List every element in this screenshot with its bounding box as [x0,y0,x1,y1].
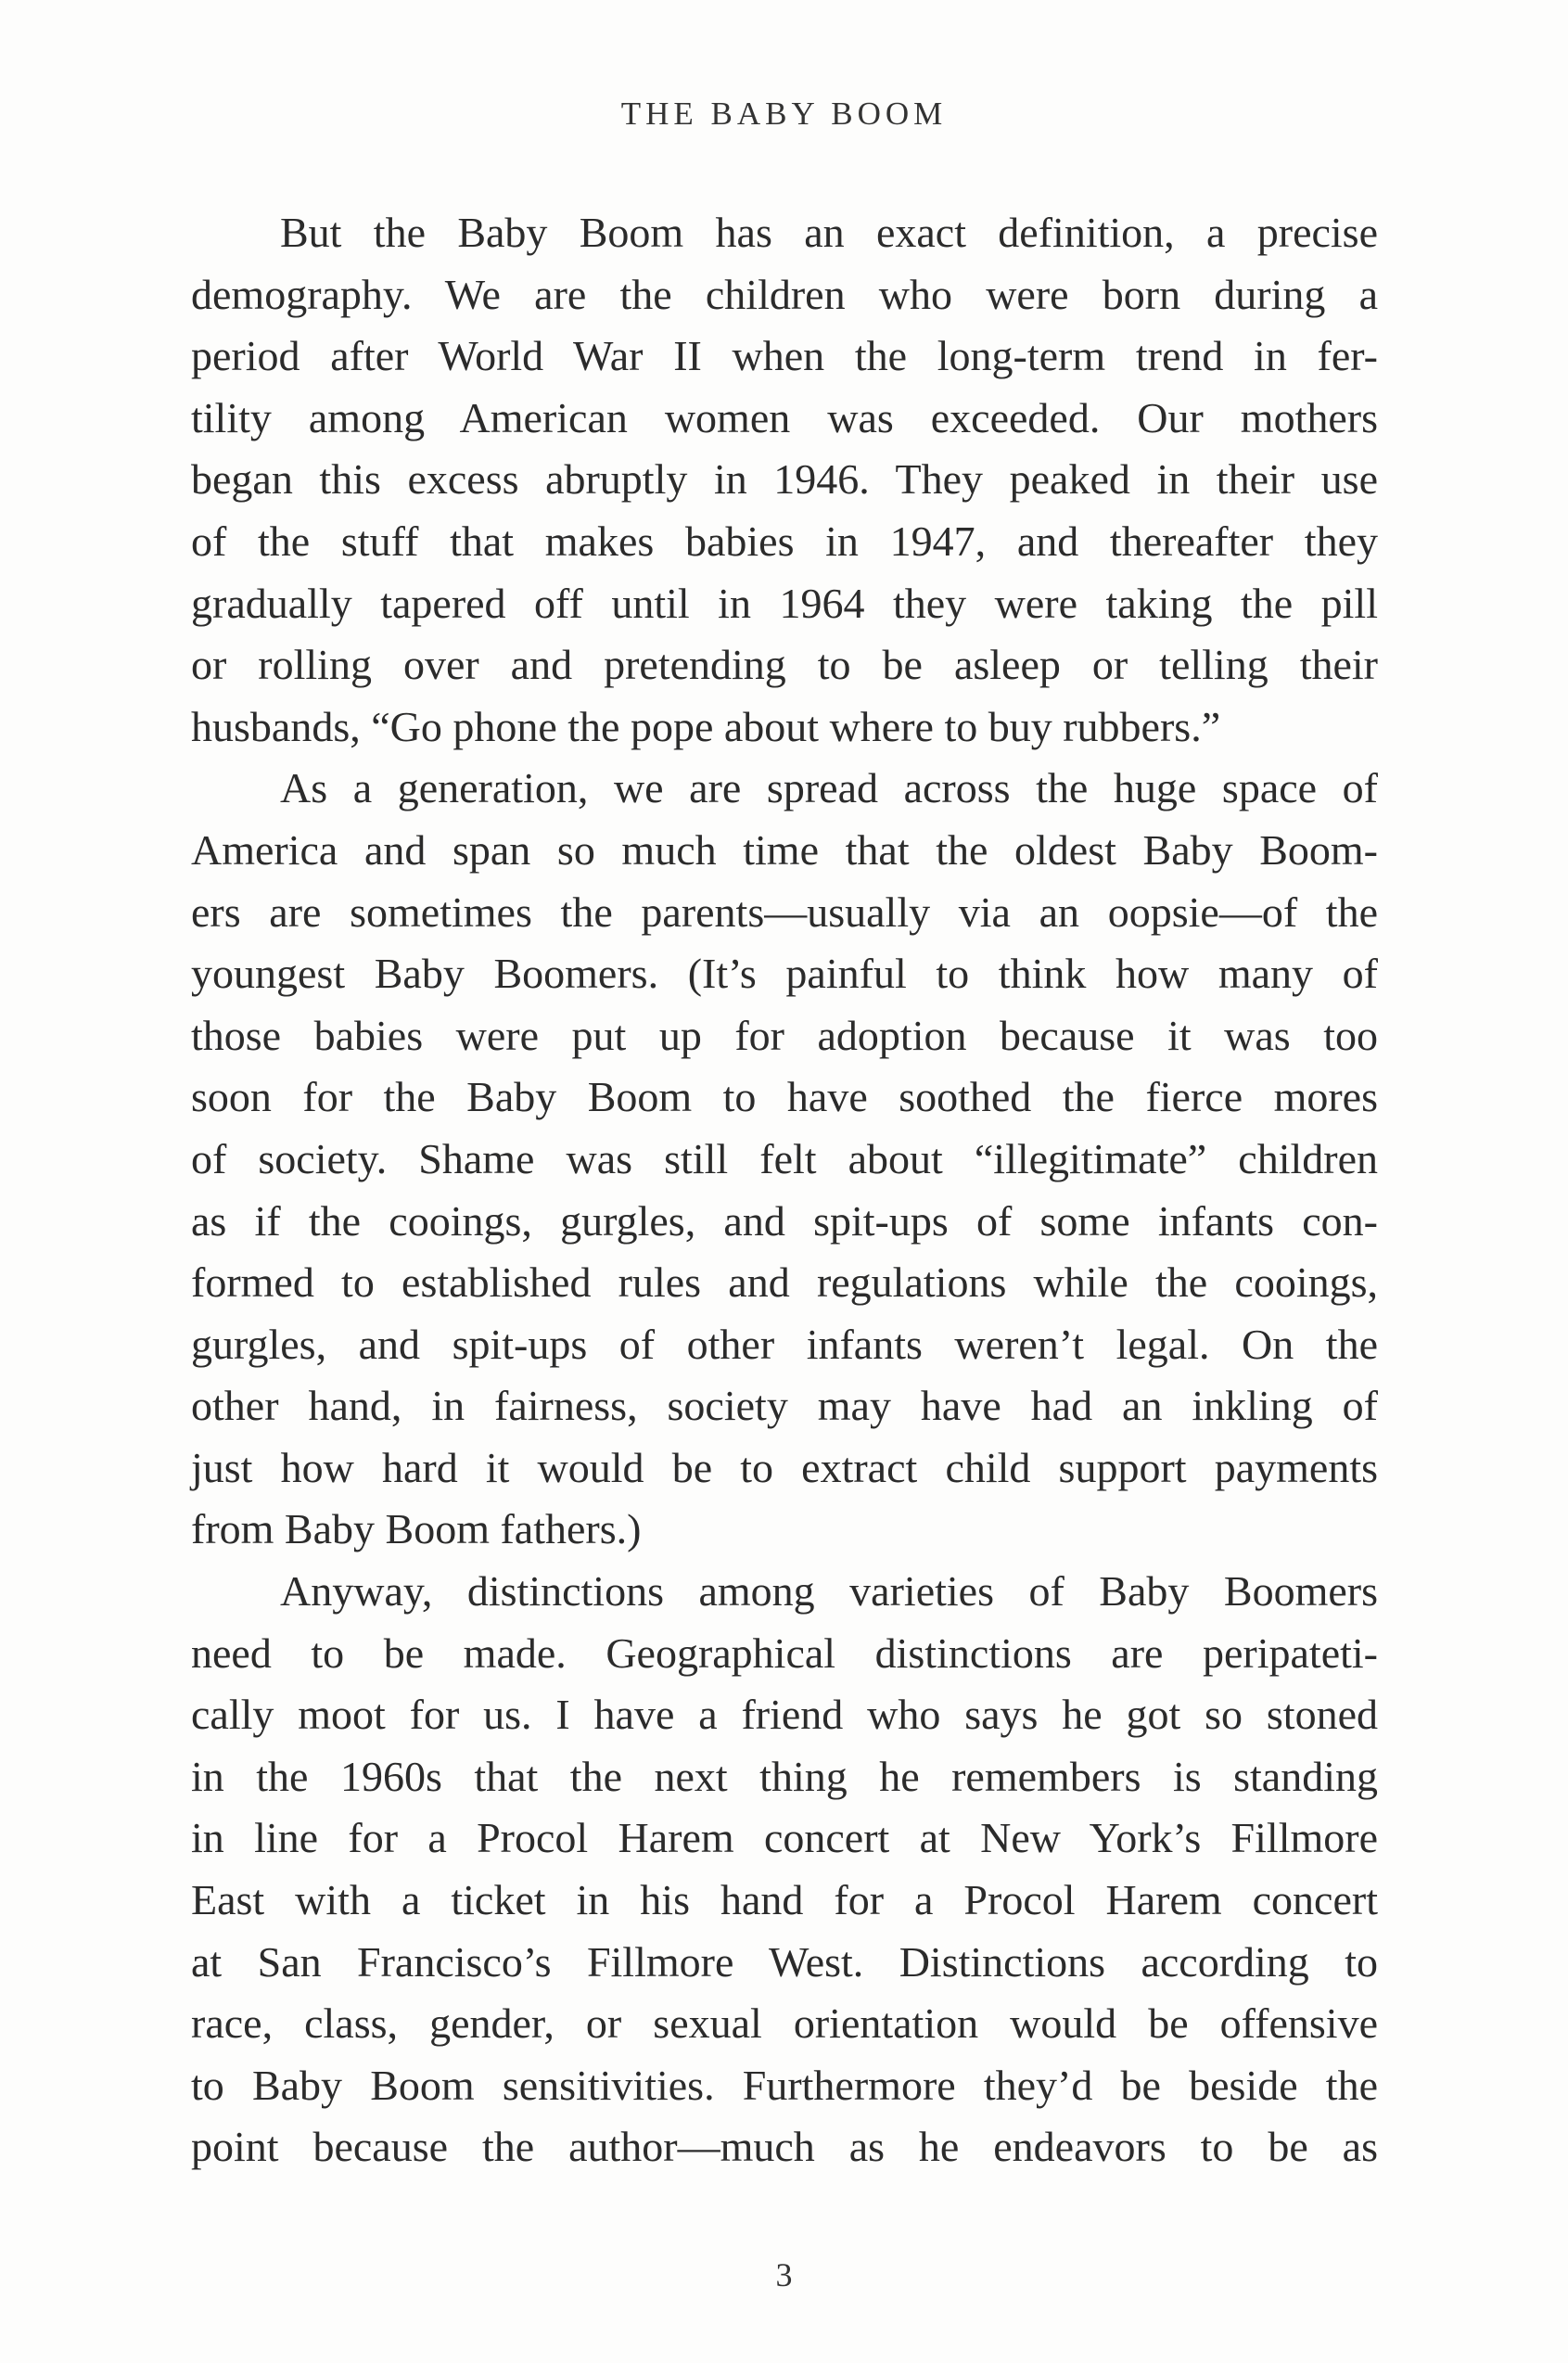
text-line: other hand, in fairness, society may have had an inkling of [191,1382,1378,1430]
text-line: period after World War II when the long-term trend in fer- [191,332,1378,380]
text-line: in the 1960s that the next thing he remembers is standing [191,1752,1378,1800]
text-line: or rolling over and pretending to be asleep or telling their [191,641,1378,689]
text-line: to Baby Boom sensitivities. Furthermore they’d be beside the [191,2061,1378,2109]
text-line: race, class, gender, or sexual orientation would be offensive [191,1999,1378,2048]
text-line: gradually tapered off until in 1964 they were taking the pill [191,579,1378,627]
text-line: began this excess abruptly in 1946. They peaked in their use [191,455,1378,504]
page-number: 3 [775,2256,793,2293]
text-line: just how hard it would be to extract child support payments [191,1443,1378,1491]
text-line: those babies were put up for adoption because it was too [191,1011,1378,1059]
text-line: soon for the Baby Boom to have soothed the fierce mores [191,1073,1378,1121]
text-line: Anyway, distinctions among varieties of Baby Boomers [280,1567,1378,1616]
text-line: East with a ticket in his hand for a Procol Harem concert [191,1876,1378,1924]
text-line: America and span so much time that the oldest Baby Boom- [191,825,1378,874]
text-line: as if the cooings, gurgles, and spit-ups of some infants con- [191,1196,1378,1245]
text-line: at San Francisco’s Fillmore West. Distinctions according to [191,1937,1378,1986]
text-line: husbands, “Go phone the pope about where to buy rubbers.” [191,702,1221,750]
text-line: youngest Baby Boomers. (It’s painful to think how many of [191,950,1378,998]
text-line: in line for a Procol Harem concert at New York’s Fillmore [191,1814,1378,1862]
text-line: from Baby Boom fathers.) [191,1505,642,1553]
text-line: tility among American women was exceeded. Our mothers [191,393,1378,441]
text-line: formed to established rules and regulations while the cooings, [191,1258,1378,1307]
text-line: of the stuff that makes babies in 1947, and thereafter they [191,517,1378,565]
text-line: of society. Shame was still felt about “illegitimate” children [191,1134,1378,1182]
text-line: demography. We are the children who were born during a [191,270,1378,318]
text-line: gurgles, and spit-ups of other infants weren’t legal. On the [191,1320,1378,1368]
text-line: need to be made. Geographical distinctions are peripateti- [191,1629,1378,1677]
text-line: But the Baby Boom has an exact definition, a precise [280,209,1378,256]
body-text [191,202,1378,2178]
text-line: As a generation, we are spread across the huge space of [280,764,1378,812]
text-line: point because the author—much as he endeavors to be as [191,2123,1378,2171]
text-line: ers are sometimes the parents—usually via an oopsie—of the [191,888,1378,936]
text-line: cally moot for us. I have a friend who says he got so stoned [191,1691,1378,1739]
running-head: THE BABY BOOM [620,96,948,132]
